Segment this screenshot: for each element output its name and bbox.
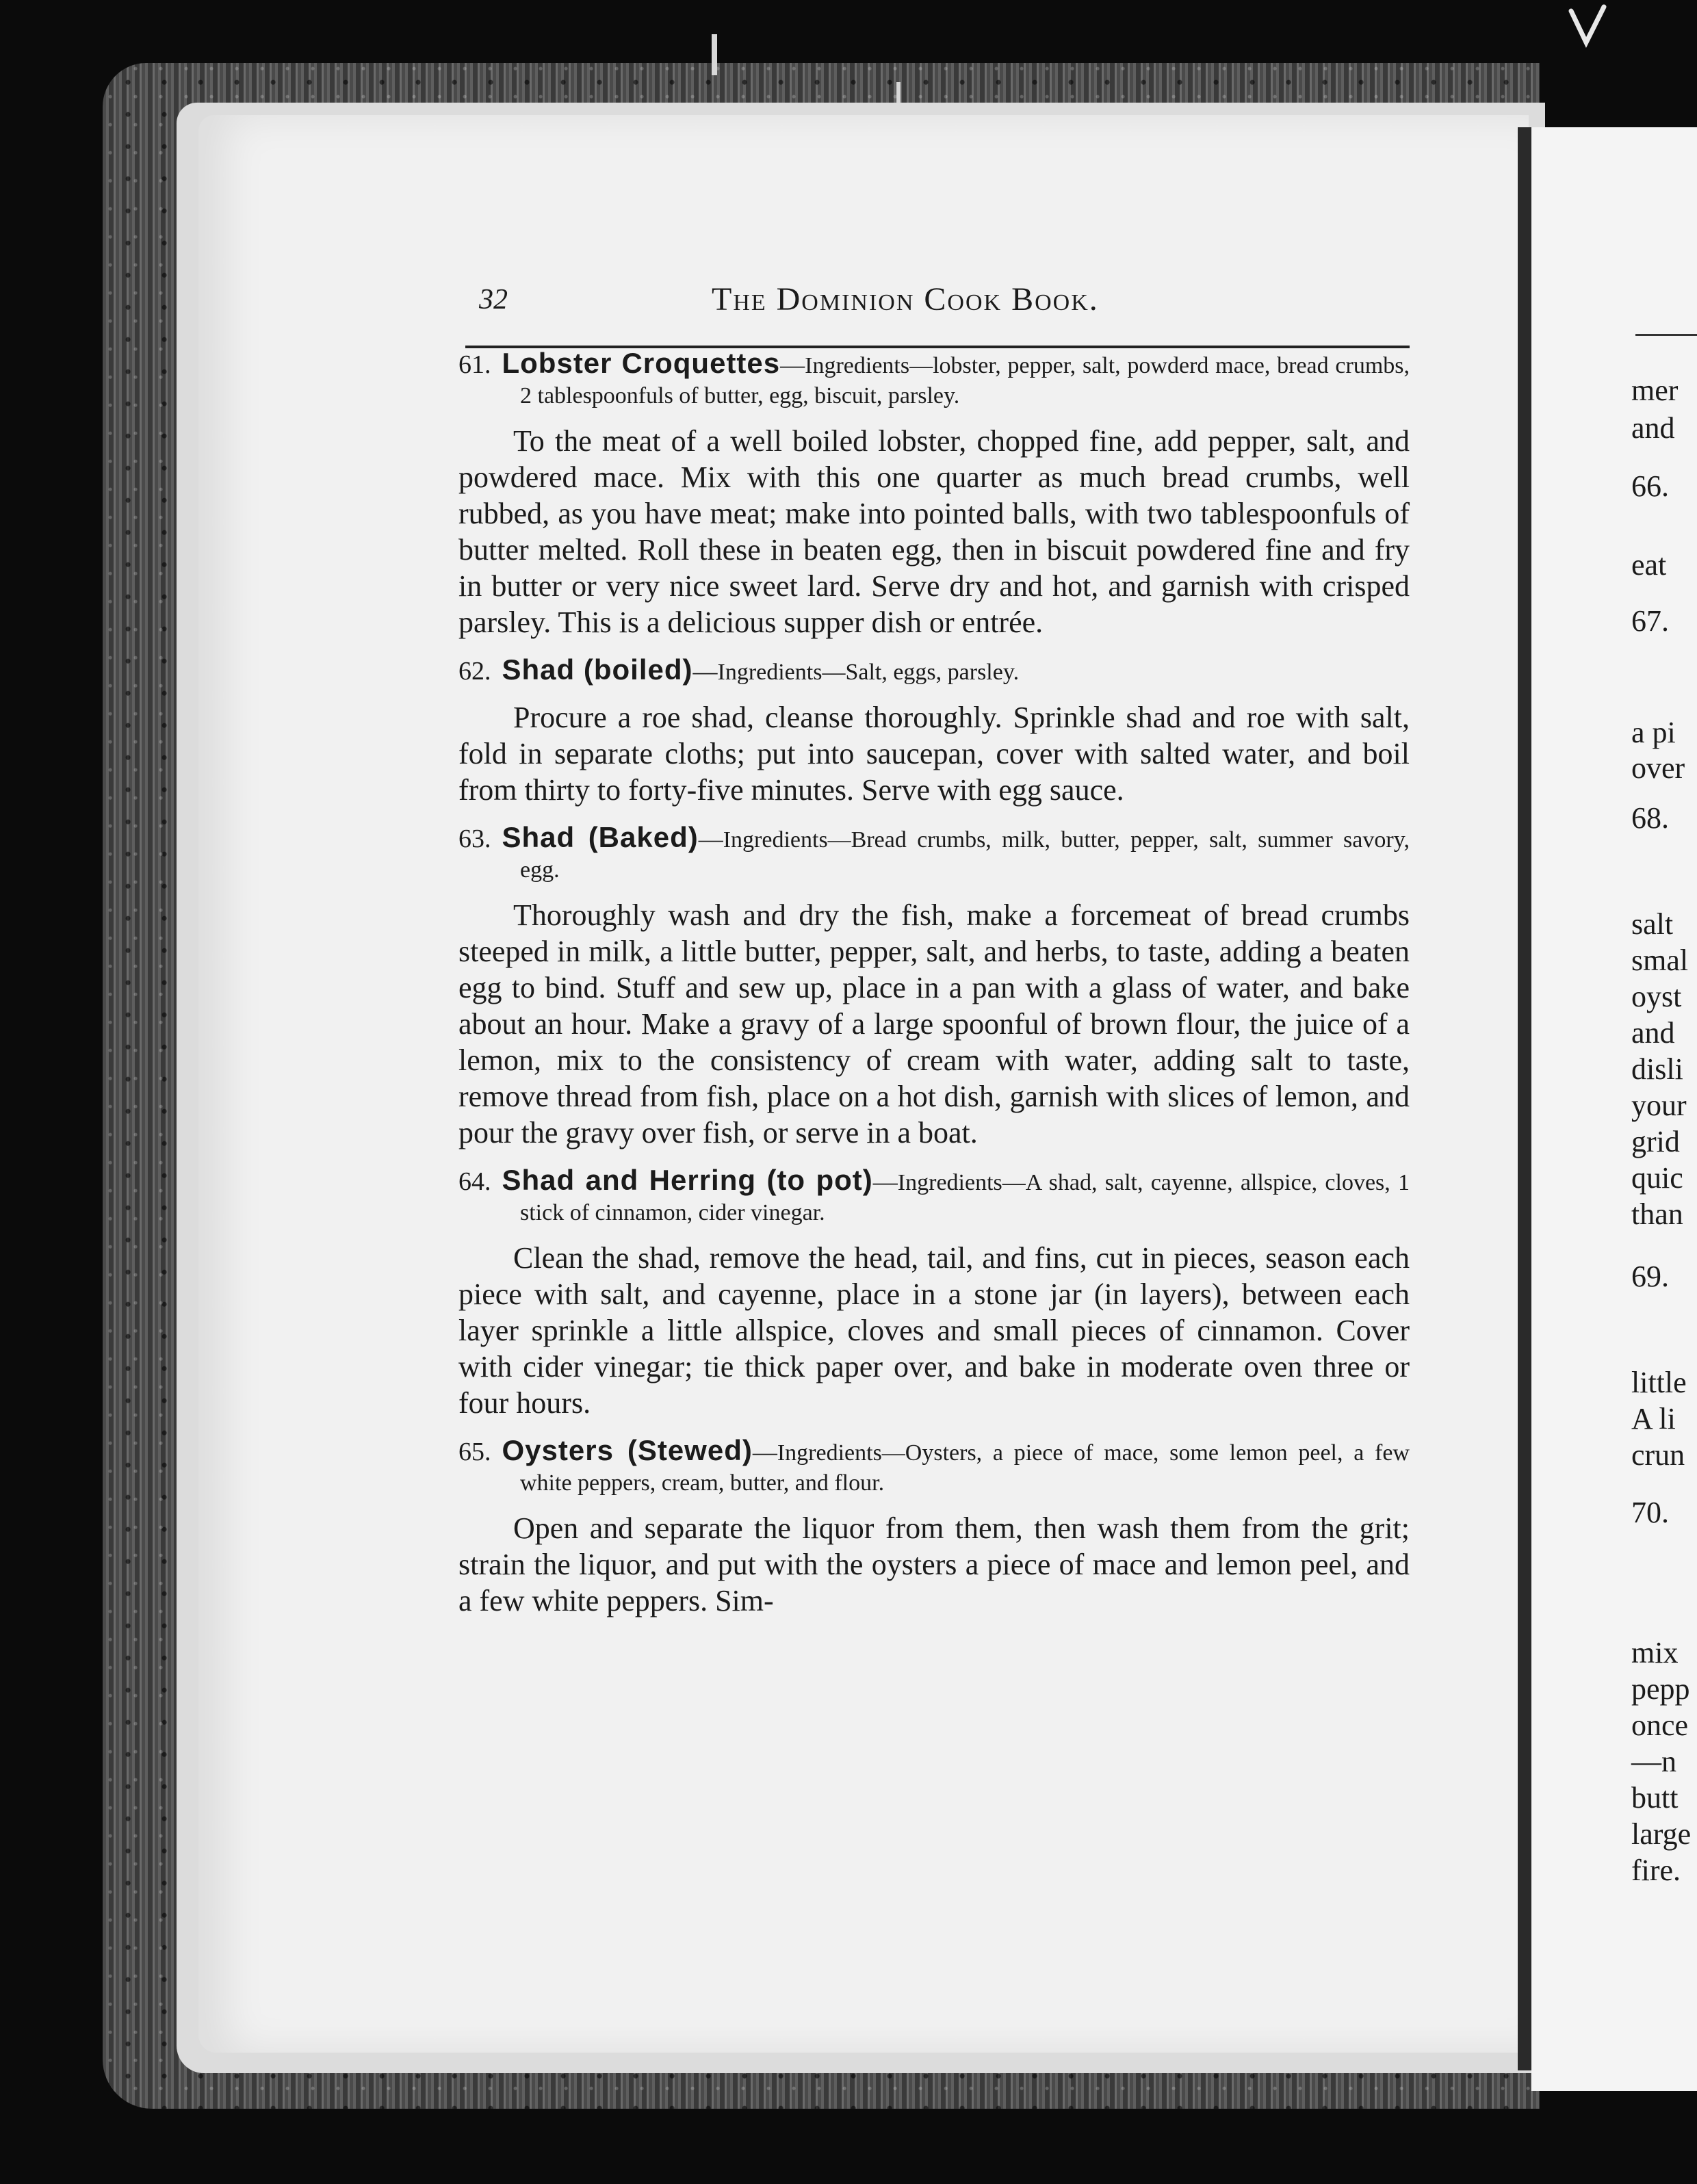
facing-fragment: quic bbox=[1631, 1161, 1683, 1195]
facing-fragment: large bbox=[1631, 1817, 1692, 1851]
recipe-ingredients: Ingredients—lobster, pepper, salt, powderd mace, bread crumbs, 2 tablespoonfuls of butter, egg, biscuit, parsley. bbox=[520, 353, 1410, 408]
heading-dash: — bbox=[692, 658, 718, 685]
facing-fragment: A li bbox=[1631, 1402, 1676, 1435]
recipe-heading bbox=[458, 1166, 1410, 1227]
recipe-body: Thoroughly wash and dry the fish, make a forcemeat of bread crumbs steeped in milk, a little butter, pepper, salt, and herbs, to taste, adding a beaten egg to bind. Stuff and sew up, place in a pan with a glass of water, and bake about an hour. Make a gravy of a large spoonful of brown flour, the juice of a lemon, mix to the consistency of cream with water, adding salt to taste, remove thread from fish, place on a hot dish, garnish with slices of lemon, and pour the gravy over fish, or serve in a boat. bbox=[458, 898, 1410, 1149]
facing-fragment: crun bbox=[1631, 1438, 1685, 1472]
facing-fragment: 69. bbox=[1631, 1260, 1669, 1293]
facing-fragment: butt bbox=[1631, 1781, 1679, 1815]
facing-fragment: and bbox=[1631, 1016, 1675, 1050]
recipe-title: Shad and Herring (to pot) bbox=[502, 1164, 873, 1196]
facing-fragment: disli bbox=[1631, 1052, 1683, 1086]
recipe-63 bbox=[438, 823, 1410, 1151]
facing-fragment: your bbox=[1631, 1089, 1687, 1122]
running-head bbox=[438, 274, 1410, 328]
heading-dash: — bbox=[780, 351, 805, 378]
facing-fragment: 67. bbox=[1631, 604, 1669, 638]
recipe-ingredients: Ingredients—Bread crumbs, milk, butter, pepper, salt, summer savory, egg. bbox=[520, 827, 1410, 883]
recipe-64 bbox=[438, 1166, 1410, 1421]
facing-fragment: eat bbox=[1631, 548, 1667, 582]
facing-fragment: once bbox=[1631, 1708, 1689, 1742]
facing-fragment: over bbox=[1631, 751, 1685, 785]
recipe-number: 62. bbox=[458, 657, 491, 686]
facing-fragment: a pi bbox=[1631, 716, 1676, 749]
heading-dash: — bbox=[872, 1168, 898, 1195]
book-title: The Dominion Cook Book. bbox=[712, 281, 1099, 317]
facing-fragment: oyst bbox=[1631, 980, 1682, 1013]
facing-fragment: than bbox=[1631, 1197, 1683, 1231]
facing-fragment: —n bbox=[1631, 1745, 1676, 1778]
facing-fragment: smal bbox=[1631, 944, 1689, 977]
recipe-heading bbox=[458, 349, 1410, 411]
recipe-title: Lobster Croquettes bbox=[502, 347, 781, 379]
recipe-number: 64. bbox=[458, 1167, 491, 1196]
recipe-body: To the meat of a well boiled lobster, chopped fine, add pepper, salt, and powdered mace. Mix with this one quarter as much bread crumbs, well rubbed, as you have meat; make into pointed balls, with two tablespoonfuls of butter melted. Roll these in beaten egg, then in biscuit powdered fine and fry in butter or very nice sweet lard. Serve dry and hot, and garnish with crisped parsley. This is a delicious supper dish or entrée. bbox=[458, 424, 1410, 639]
facing-fragment: 68. bbox=[1631, 801, 1669, 835]
facing-fragment: salt bbox=[1631, 907, 1674, 941]
page-number: 32 bbox=[479, 284, 508, 315]
scratch-mark bbox=[712, 34, 717, 75]
book-gutter bbox=[1518, 127, 1531, 2070]
facing-fragment: and bbox=[1631, 411, 1675, 445]
recipe-title: Shad (boiled) bbox=[502, 653, 693, 686]
text-column bbox=[438, 274, 1410, 1619]
facing-page-rule bbox=[1635, 334, 1697, 336]
heading-dash: — bbox=[698, 825, 723, 853]
recipe-62 bbox=[438, 655, 1410, 808]
recipe-body: Clean the shad, remove the head, tail, and fins, cut in pieces, season each piece with salt, and cayenne, place in a stone jar (in layers), between each layer sprinkle a little allspice, cloves and small pieces of cinnamon. Cover with cider vinegar; tie thick paper over, and bake in moderate oven three or four hours. bbox=[458, 1241, 1410, 1420]
facing-fragment: fire. bbox=[1631, 1854, 1681, 1887]
recipe-title: Shad (Baked) bbox=[502, 821, 699, 853]
recipe-number: 63. bbox=[458, 824, 491, 853]
recipe-61 bbox=[438, 349, 1410, 640]
facing-fragment: pepp bbox=[1631, 1672, 1690, 1706]
facing-fragment: 70. bbox=[1631, 1496, 1669, 1529]
recipe-body: Procure a roe shad, cleanse thoroughly. Sprinkle shad and roe with salt, fold in separate cloths; put into saucepan, cover with salted water, and boil from thirty to forty-five minutes. Serve with egg sauce. bbox=[458, 701, 1410, 807]
recipe-body: Open and separate the liquor from them, then wash them from the grit; strain the liquor, and put with the oysters a piece of mace and lemon peel, and a few white peppers. Sim- bbox=[458, 1511, 1410, 1617]
facing-fragment: mix bbox=[1631, 1636, 1679, 1669]
recipe-heading bbox=[458, 1436, 1410, 1498]
facing-fragment: mer bbox=[1631, 374, 1679, 407]
recipe-title: Oysters (Stewed) bbox=[502, 1434, 753, 1466]
recipe-number: 61. bbox=[458, 350, 491, 379]
recipe-heading bbox=[458, 823, 1410, 885]
facing-fragment: 66. bbox=[1631, 469, 1669, 503]
recipe-heading bbox=[458, 655, 1410, 687]
facing-fragment: little bbox=[1631, 1366, 1687, 1399]
recipe-ingredients: Ingredients—A shad, salt, cayenne, allspice, cloves, 1 stick of cinnamon, cider vinegar. bbox=[520, 1170, 1410, 1225]
recipe-65 bbox=[438, 1436, 1410, 1619]
recipe-number: 65. bbox=[458, 1438, 491, 1466]
recipe-ingredients: Ingredients—Oysters, a piece of mace, some lemon peel, a few white peppers, cream, butter, and flour. bbox=[520, 1440, 1410, 1496]
facing-fragment: grid bbox=[1631, 1125, 1680, 1158]
check-mark-icon bbox=[1568, 4, 1607, 48]
heading-dash: — bbox=[752, 1438, 777, 1466]
recipe-ingredients: Ingredients—Salt, eggs, parsley. bbox=[717, 660, 1020, 685]
recipe-list bbox=[438, 349, 1410, 1619]
